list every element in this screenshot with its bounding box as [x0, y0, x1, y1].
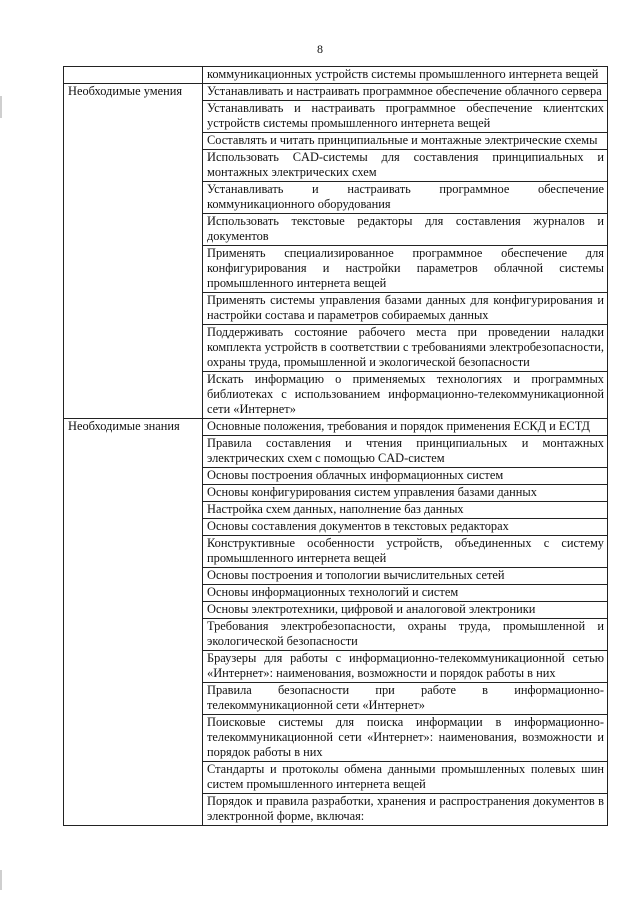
requirement-item: коммуникационных устройств системы промышленного интернета вещей — [203, 67, 608, 84]
requirement-item: Использовать CAD-системы для составления принципиальных и монтажных электрических схем — [203, 150, 608, 182]
requirement-item: Стандарты и протоколы обмена данными промышленных полевых шин систем промышленного интернета вещей — [203, 762, 608, 794]
requirement-item: Поддерживать состояние рабочего места при проведении наладки комплекта устройств в соответствии с требованиями электробезопасности, охраны труда, промышленной и экологической безопасности — [203, 325, 608, 372]
requirement-item: Настройка схем данных, наполнение баз данных — [203, 502, 608, 519]
requirement-item: Основы информационных технологий и систем — [203, 585, 608, 602]
requirement-item: Требования электробезопасности, охраны труда, промышленной и экологической безопасности — [203, 619, 608, 651]
section-label: Необходимые знания — [64, 419, 203, 826]
requirement-item: Правила безопасности при работе в информационно-телекоммуникационной сети «Интернет» — [203, 683, 608, 715]
table-row — [64, 419, 608, 436]
requirement-item: Устанавливать и настраивать программное обеспечение облачного сервера — [203, 84, 608, 101]
requirement-item: Искать информацию о применяемых технологиях и программных библиотеках с использованием информационно-телекоммуникационной сети «Интернет» — [203, 372, 608, 419]
scan-edge-mark — [0, 870, 2, 890]
requirement-item: Основы построения облачных информационных систем — [203, 468, 608, 485]
scan-edge-mark — [0, 96, 2, 118]
requirement-item: Основные положения, требования и порядок применения ЕСКД и ЕСТД — [203, 419, 608, 436]
requirement-item: Правила составления и чтения принципиальных и монтажных электрических схем с помощью CAD-систем — [203, 436, 608, 468]
table-row — [64, 84, 608, 101]
page-number: 8 — [317, 42, 323, 56]
requirement-item: Основы конфигурирования систем управления базами данных — [203, 485, 608, 502]
requirement-item: Основы построения и топологии вычислительных сетей — [203, 568, 608, 585]
table-body — [64, 67, 608, 826]
requirements-table — [63, 66, 608, 826]
requirement-item: Составлять и читать принципиальные и монтажные электрические схемы — [203, 133, 608, 150]
requirement-item: Поисковые системы для поиска информации в информационно-телекоммуникационной сети «Интернет»: наименования, возможности и порядок работы в них — [203, 715, 608, 762]
requirement-item: Браузеры для работы с информационно-телекоммуникационной сетью «Интернет»: наименования, возможности и порядок работы в них — [203, 651, 608, 683]
requirement-item: Основы электротехники, цифровой и аналоговой электроники — [203, 602, 608, 619]
table-row — [64, 67, 608, 84]
section-label — [64, 67, 203, 84]
requirement-item: Порядок и правила разработки, хранения и распространения документов в электронной форме, включая: — [203, 794, 608, 826]
requirement-item: Применять системы управления базами данных для конфигурирования и настройки состава и параметров собираемых данных — [203, 293, 608, 325]
requirement-item: Основы составления документов в текстовых редакторах — [203, 519, 608, 536]
section-label: Необходимые умения — [64, 84, 203, 419]
requirement-item: Конструктивные особенности устройств, объединенных с систему промышленного интернета вещей — [203, 536, 608, 568]
requirement-item: Устанавливать и настраивать программное обеспечение клиентских устройств системы промышленного интернета вещей — [203, 101, 608, 133]
requirement-item: Применять специализированное программное обеспечение для конфигурирования и настройки параметров облачной системы промышленного интернета вещей — [203, 246, 608, 293]
requirement-item: Устанавливать и настраивать программное обеспечение коммуникационного оборудования — [203, 182, 608, 214]
requirement-item: Использовать текстовые редакторы для составления журналов и документов — [203, 214, 608, 246]
